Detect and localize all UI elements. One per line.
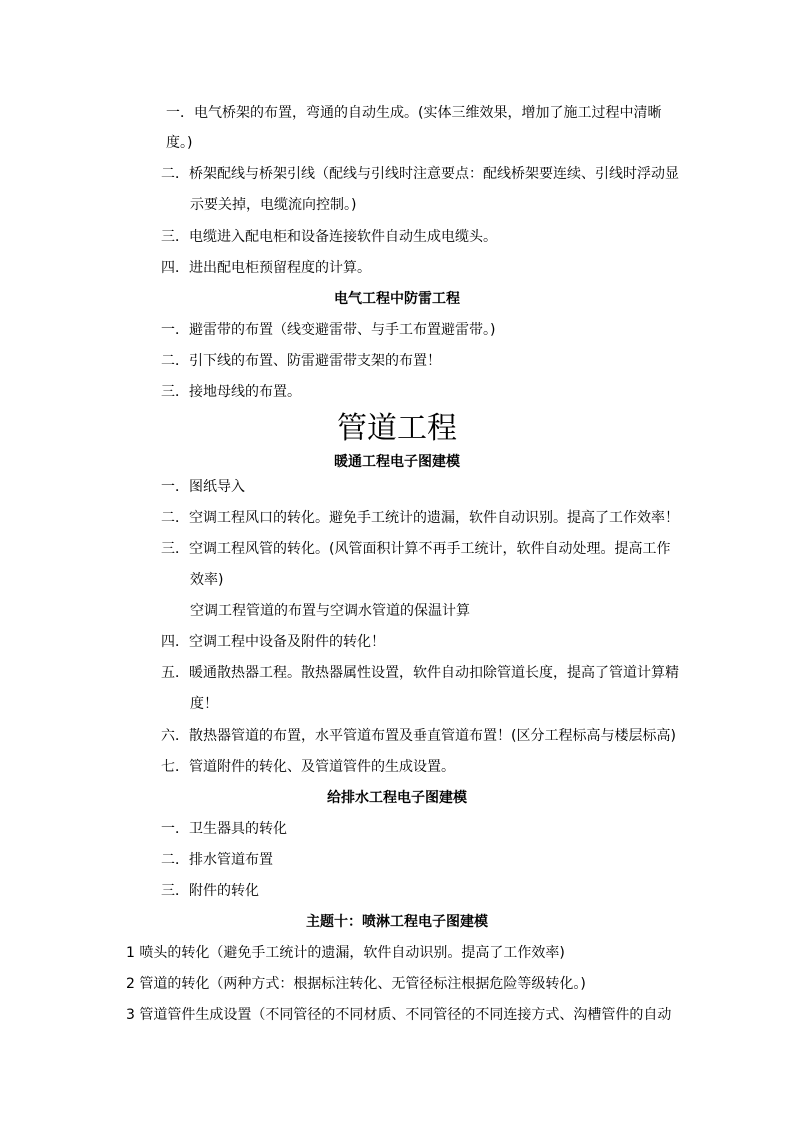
section-heading: 电气工程中防雷工程 — [334, 291, 460, 307]
list-item: 3 管道管件生成设置（不同管径的不同材质、不同管径的不同连接方式、沟槽管件的自动 — [126, 1007, 672, 1023]
list-item-continuation: 度。) — [166, 135, 193, 151]
page-title: 管道工程 — [337, 411, 457, 446]
list-item-continuation: 示要关掉，电缆流向控制。) — [190, 197, 357, 213]
list-item: 一．避雷带的布置（线变避雷带、与手工布置避雷带。) — [161, 322, 496, 338]
section-heading: 给排水工程电子图建模 — [327, 790, 467, 806]
list-item: 三．附件的转化 — [161, 883, 259, 899]
section-heading: 暖通工程电子图建模 — [334, 454, 460, 470]
list-item: 1 喷头的转化（避免手工统计的遗漏，软件自动识别。提高了工作效率) — [126, 945, 565, 961]
list-item: 五．暖通散热器工程。散热器属性设置，软件自动扣除管道长度，提高了管道计算精 — [161, 665, 679, 681]
list-item-continuation: 效率) — [190, 572, 224, 588]
section-heading: 主题十：喷淋工程电子图建模 — [306, 914, 488, 930]
list-item: 一．电气桥架的布置，弯通的自动生成。(实体三维效果，增加了施工过程中清晰 — [166, 105, 662, 121]
list-item: 一．图纸导入 — [161, 479, 245, 495]
list-item: 二．桥架配线与桥架引线（配线与引线时注意要点：配线桥架要连续、引线时浮动显 — [161, 166, 679, 182]
list-item-subline: 空调工程管道的布置与空调水管道的保温计算 — [190, 603, 470, 619]
list-item: 六．散热器管道的布置，水平管道布置及垂直管道布置！(区分工程标高与楼层标高) — [161, 728, 676, 744]
list-item: 七．管道附件的转化、及管道管件的生成设置。 — [161, 759, 455, 775]
list-item: 三．接地母线的布置。 — [161, 384, 301, 400]
list-item: 二．引下线的布置、防雷避雷带支架的布置！ — [161, 353, 441, 369]
list-item-continuation: 度！ — [190, 696, 218, 712]
list-item: 二．排水管道布置 — [161, 852, 273, 868]
list-item: 二．空调工程风口的转化。避免手工统计的遗漏，软件自动识别。提高了工作效率！ — [161, 510, 679, 526]
list-item: 三．电缆进入配电柜和设备连接软件自动生成电缆头。 — [161, 229, 497, 245]
list-item: 四．进出配电柜预留程度的计算。 — [161, 260, 371, 276]
list-item: 三．空调工程风管的转化。(风管面积计算不再手工统计，软件自动处理。提高工作 — [161, 541, 671, 557]
list-item: 一．卫生器具的转化 — [161, 821, 287, 837]
list-item: 四．空调工程中设备及附件的转化！ — [161, 634, 385, 650]
list-item: 2 管道的转化（两种方式：根据标注转化、无管径标注根据危险等级转化。) — [126, 976, 586, 992]
